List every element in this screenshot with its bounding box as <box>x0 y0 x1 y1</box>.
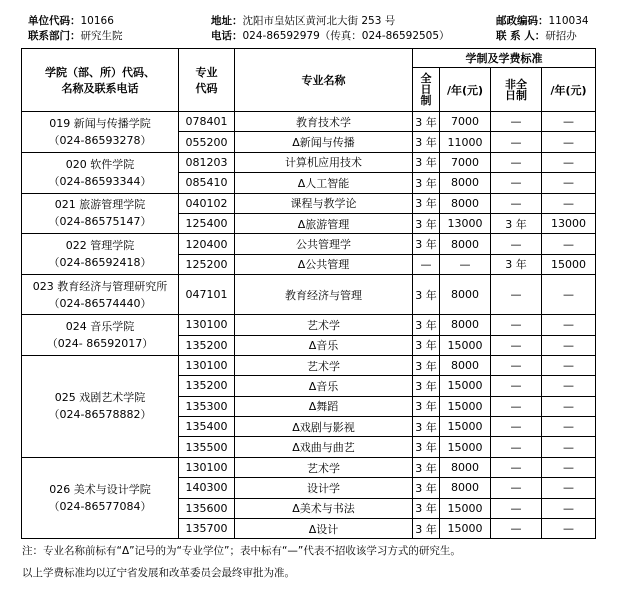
table-row <box>22 355 596 375</box>
part-time-duration: — <box>491 498 542 518</box>
part-time-fee: — <box>542 132 596 152</box>
part-time-fee: 13000 <box>542 213 596 233</box>
college-name: 026 美术与设计学院 <box>49 483 151 497</box>
full-time-fee: 8000 <box>440 193 491 213</box>
major-name: Δ新闻与传播 <box>235 132 413 152</box>
header-code <box>179 49 235 112</box>
full-time-duration: — <box>413 254 440 274</box>
major-code: 040102 <box>179 193 235 213</box>
major-code: 140300 <box>179 478 235 498</box>
header-college <box>22 49 179 112</box>
full-time-duration: 3 年 <box>413 437 440 457</box>
full-time-fee: 8000 <box>440 234 491 254</box>
major-name: 教育经济与管理 <box>235 275 413 315</box>
part-time-duration: — <box>491 275 542 315</box>
major-code: 120400 <box>179 234 235 254</box>
part-time-fee: — <box>542 234 596 254</box>
major-name: 公共管理学 <box>235 234 413 254</box>
header-code-line1: 专业 <box>195 66 218 79</box>
part-time-fee: — <box>542 315 596 335</box>
full-time-fee: 15000 <box>440 498 491 518</box>
major-name: Δ美术与书法 <box>235 498 413 518</box>
part-time-duration: — <box>491 112 542 132</box>
major-code: 125200 <box>179 254 235 274</box>
unit-code <box>28 14 114 28</box>
major-name: Δ戏曲与曲艺 <box>235 437 413 457</box>
unit-code-value: 10166 <box>80 15 114 27</box>
major-name: Δ公共管理 <box>235 254 413 274</box>
full-time-duration: 3 年 <box>413 417 440 437</box>
phone <box>211 29 450 43</box>
major-code: 081203 <box>179 152 235 172</box>
major-name: Δ戏剧与影视 <box>235 417 413 437</box>
major-code: 135700 <box>179 519 235 539</box>
full-time-duration: 3 年 <box>413 112 440 132</box>
footnote-2: 以上学费标准均以辽宁省发展和改革委员会最终审批为准。 <box>22 567 295 579</box>
table-row <box>22 112 596 132</box>
college-phone: （024-86577084） <box>48 500 152 514</box>
college-cell <box>22 457 179 539</box>
part-time-duration: — <box>491 132 542 152</box>
part-time-fee: — <box>542 519 596 539</box>
part-time-duration: — <box>491 355 542 375</box>
major-name: Δ设计 <box>235 519 413 539</box>
major-code: 135300 <box>179 396 235 416</box>
header-part-time-2: 日制 <box>505 88 527 102</box>
full-time-fee: 8000 <box>440 478 491 498</box>
major-code: 085410 <box>179 173 235 193</box>
major-name: Δ人工智能 <box>235 173 413 193</box>
header-code-line2: 代码 <box>195 82 218 95</box>
major-code: 055200 <box>179 132 235 152</box>
college-name: 020 软件学院 <box>65 157 135 171</box>
full-time-duration: 3 年 <box>413 355 440 375</box>
full-time-duration: 3 年 <box>413 396 440 416</box>
full-time-fee: 7000 <box>440 112 491 132</box>
major-code: 130100 <box>179 457 235 477</box>
part-time-duration: 3 年 <box>491 254 542 274</box>
part-time-duration: — <box>491 376 542 396</box>
full-time-fee: — <box>440 254 491 274</box>
part-time-duration: — <box>491 193 542 213</box>
college-cell <box>22 315 179 356</box>
table-row <box>22 234 596 254</box>
major-name: Δ舞蹈 <box>235 396 413 416</box>
table-row <box>22 193 596 213</box>
college-cell <box>22 275 179 315</box>
header-major: 专业名称 <box>235 49 413 112</box>
college-name: 019 新闻与传播学院 <box>49 116 151 130</box>
full-time-duration: 3 年 <box>413 234 440 254</box>
major-name: Δ音乐 <box>235 376 413 396</box>
part-time-fee: — <box>542 417 596 437</box>
full-time-fee: 8000 <box>440 315 491 335</box>
part-time-duration: — <box>491 152 542 172</box>
address-value: 沈阳市皇姑区黄河北大街 253 号 <box>242 15 396 27</box>
part-time-duration: — <box>491 173 542 193</box>
postcode <box>496 14 589 28</box>
phone-label: 电话： <box>211 30 243 42</box>
full-time-duration: 3 年 <box>413 275 440 315</box>
part-time-fee: — <box>542 275 596 315</box>
major-code: 125400 <box>179 213 235 233</box>
college-phone: （024-86593344） <box>48 174 152 188</box>
college-cell <box>22 112 179 153</box>
major-name: 课程与教学论 <box>235 193 413 213</box>
college-name: 022 管理学院 <box>65 239 135 253</box>
dept-value: 研究生院 <box>80 30 123 42</box>
full-time-duration: 3 年 <box>413 478 440 498</box>
header-full-fee: /年(元) <box>440 68 491 112</box>
tuition-table <box>21 48 596 539</box>
part-time-fee: — <box>542 335 596 355</box>
full-time-duration: 3 年 <box>413 376 440 396</box>
college-phone: （024-86574440） <box>48 296 152 310</box>
part-time-duration: — <box>491 478 542 498</box>
major-name: 艺术学 <box>235 355 413 375</box>
major-code: 135500 <box>179 437 235 457</box>
part-time-duration: — <box>491 519 542 539</box>
major-code: 078401 <box>179 112 235 132</box>
part-time-fee: — <box>542 457 596 477</box>
contact-person <box>496 29 577 43</box>
major-name: 设计学 <box>235 478 413 498</box>
part-time-fee: — <box>542 396 596 416</box>
college-phone: （024-86578882） <box>48 408 152 422</box>
major-code: 135400 <box>179 417 235 437</box>
footnote-1: 注：专业名称前标有“Δ”记号的为“专业学位”；表中标有“—”代表不招收该学习方式的研究生。 <box>22 545 461 557</box>
header-full-time-3: 制 <box>420 94 432 107</box>
major-code: 135200 <box>179 335 235 355</box>
header-full-time-1: 全 <box>420 72 432 85</box>
full-time-fee: 15000 <box>440 519 491 539</box>
part-time-duration: — <box>491 417 542 437</box>
header-college-line1: 学院（部、所）代码、 <box>45 66 155 79</box>
full-time-fee: 15000 <box>440 335 491 355</box>
full-time-fee: 8000 <box>440 275 491 315</box>
major-code: 130100 <box>179 315 235 335</box>
full-time-fee: 15000 <box>440 437 491 457</box>
major-name: Δ旅游管理 <box>235 213 413 233</box>
header-full-time <box>413 68 440 112</box>
major-name: 计算机应用技术 <box>235 152 413 172</box>
college-cell <box>22 193 179 234</box>
header-part-time <box>491 68 542 112</box>
table-row <box>22 152 596 172</box>
part-time-duration: — <box>491 335 542 355</box>
college-name: 023 教育经济与管理研究所 <box>32 279 168 293</box>
part-time-duration: — <box>491 396 542 416</box>
major-code: 135200 <box>179 376 235 396</box>
college-name: 024 音乐学院 <box>65 320 135 334</box>
part-time-fee: — <box>542 437 596 457</box>
full-time-fee: 15000 <box>440 417 491 437</box>
part-time-fee: — <box>542 193 596 213</box>
part-time-fee: — <box>542 478 596 498</box>
part-time-fee: — <box>542 498 596 518</box>
part-time-duration: — <box>491 234 542 254</box>
college-phone: （024-86592418） <box>48 256 152 270</box>
full-time-fee: 8000 <box>440 355 491 375</box>
full-time-fee: 7000 <box>440 152 491 172</box>
header-full-time-2: 日 <box>420 83 432 96</box>
contact-label: 联 系 人： <box>496 30 546 42</box>
part-time-fee: — <box>542 173 596 193</box>
postcode-value: 110034 <box>548 15 589 27</box>
contact-value: 研招办 <box>545 30 577 42</box>
full-time-fee: 11000 <box>440 132 491 152</box>
part-time-fee: — <box>542 112 596 132</box>
major-code: 135600 <box>179 498 235 518</box>
college-phone: （024-86593278） <box>48 133 152 147</box>
full-time-fee: 15000 <box>440 376 491 396</box>
contact-dept <box>28 29 123 43</box>
part-time-duration: — <box>491 457 542 477</box>
header-tuition-group: 学制及学费标准 <box>413 49 596 68</box>
phone-value: 024-86592979（传真：024-86592505） <box>242 30 450 42</box>
part-time-fee: — <box>542 376 596 396</box>
part-time-fee: 15000 <box>542 254 596 274</box>
postcode-label: 邮政编码： <box>496 15 549 27</box>
full-time-duration: 3 年 <box>413 315 440 335</box>
major-name: 艺术学 <box>235 457 413 477</box>
part-time-duration: 3 年 <box>491 213 542 233</box>
major-name: 艺术学 <box>235 315 413 335</box>
table-row <box>22 275 596 315</box>
college-cell <box>22 152 179 193</box>
header-college-line2: 名称及联系电话 <box>61 82 139 95</box>
table-body <box>22 112 596 539</box>
college-name: 025 戏剧艺术学院 <box>54 391 146 405</box>
address-label: 地址： <box>211 15 243 27</box>
full-time-duration: 3 年 <box>413 173 440 193</box>
part-time-duration: — <box>491 437 542 457</box>
college-cell <box>22 234 179 275</box>
full-time-duration: 3 年 <box>413 132 440 152</box>
full-time-fee: 13000 <box>440 213 491 233</box>
major-code: 130100 <box>179 355 235 375</box>
full-time-duration: 3 年 <box>413 498 440 518</box>
unit-code-label: 单位代码： <box>28 15 81 27</box>
full-time-fee: 8000 <box>440 457 491 477</box>
college-phone: （024- 86592017） <box>46 337 154 351</box>
full-time-duration: 3 年 <box>413 193 440 213</box>
full-time-duration: 3 年 <box>413 335 440 355</box>
part-time-duration: — <box>491 315 542 335</box>
table-row <box>22 315 596 335</box>
table-row <box>22 457 596 477</box>
dept-label: 联系部门： <box>28 30 81 42</box>
full-time-duration: 3 年 <box>413 152 440 172</box>
header-part-fee: /年(元) <box>542 68 596 112</box>
part-time-fee: — <box>542 355 596 375</box>
header-part-time-1: 非全 <box>505 77 527 91</box>
college-phone: （024-86575147） <box>48 215 152 229</box>
full-time-duration: 3 年 <box>413 213 440 233</box>
part-time-fee: — <box>542 152 596 172</box>
full-time-duration: 3 年 <box>413 457 440 477</box>
address <box>211 14 395 28</box>
major-name: 教育技术学 <box>235 112 413 132</box>
major-code: 047101 <box>179 275 235 315</box>
major-name: Δ音乐 <box>235 335 413 355</box>
college-cell <box>22 355 179 457</box>
full-time-fee: 15000 <box>440 396 491 416</box>
full-time-duration: 3 年 <box>413 519 440 539</box>
full-time-fee: 8000 <box>440 173 491 193</box>
college-name: 021 旅游管理学院 <box>54 198 146 212</box>
